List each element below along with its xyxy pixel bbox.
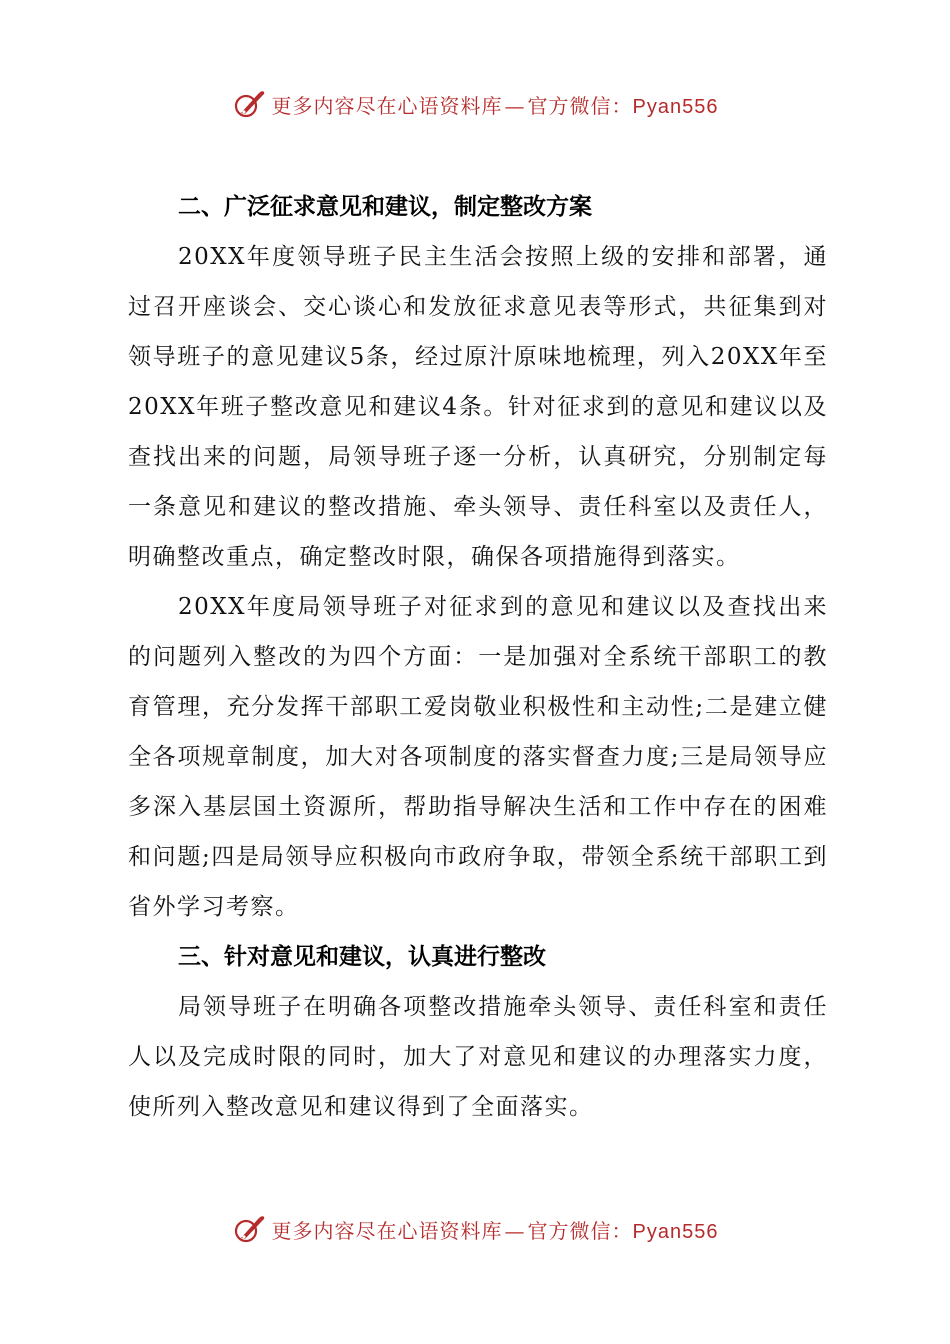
banner-text bbox=[272, 1215, 719, 1244]
document-body bbox=[128, 182, 828, 1132]
banner-slogan: 更多内容尽在心语资料库 bbox=[271, 93, 503, 118]
banner-wechat-id: Pyan556 bbox=[632, 1220, 719, 1243]
quill-pen-logo-icon bbox=[232, 87, 266, 121]
paragraph-3: 局领导班子在明确各项整改措施牵头领导、责任科室和责任人以及完成时限的同时，加大了对意见和建议的办理落实力度，使所列入整改意见和建议得到了全面落实。 bbox=[128, 994, 828, 1120]
banner-separator: — bbox=[504, 93, 526, 118]
paragraph-2: 20XX年度局领导班子对征求到的意见和建议以及查找出来的问题列入整改的为四个方面：一是加强对全系统干部职工的教育管理，充分发挥干部职工爱岗敬业积极性和主动性;二是建立健全各项规章制度，加大对各项制度的落实督查力度;三是局领导应多深入基层国土资源所，帮助指导解决生活和工作中存在的困难和问题;四是局领导应积极向市政府争取，带领全系统干部职工到省外学习考察。 bbox=[128, 594, 828, 920]
banner-wechat-id: Pyan556 bbox=[632, 95, 719, 118]
quill-pen-logo-icon bbox=[232, 1212, 266, 1246]
section-heading-3: 三、针对意见和建议，认真进行整改 bbox=[178, 944, 546, 970]
banner-wechat-label: 官方微信： bbox=[527, 1218, 633, 1243]
paragraph-1: 20XX年度领导班子民主生活会按照上级的安排和部署，通过召开座谈会、交心谈心和发放征求意见表等形式，共征集到对领导班子的意见建议5条，经过原汁原味地梳理，列入20XX年至20XX年班子整改意见和建议4条。针对征求到的意见和建议以及查找出来的问题，局领导班子逐一分析，认真研究，分别制定每一条意见和建议的整改措施、牵头领导、责任科室以及责任人，明确整改重点，确定整改时限，确保各项措施得到落实。 bbox=[128, 244, 828, 570]
footer-banner bbox=[0, 1209, 950, 1249]
banner-separator: — bbox=[504, 1218, 526, 1243]
banner-text bbox=[272, 90, 719, 119]
banner-slogan: 更多内容尽在心语资料库 bbox=[271, 1218, 503, 1243]
banner-wechat-label: 官方微信： bbox=[527, 93, 633, 118]
section-heading-2: 二、广泛征求意见和建议，制定整改方案 bbox=[178, 194, 592, 220]
header-banner bbox=[0, 84, 950, 124]
